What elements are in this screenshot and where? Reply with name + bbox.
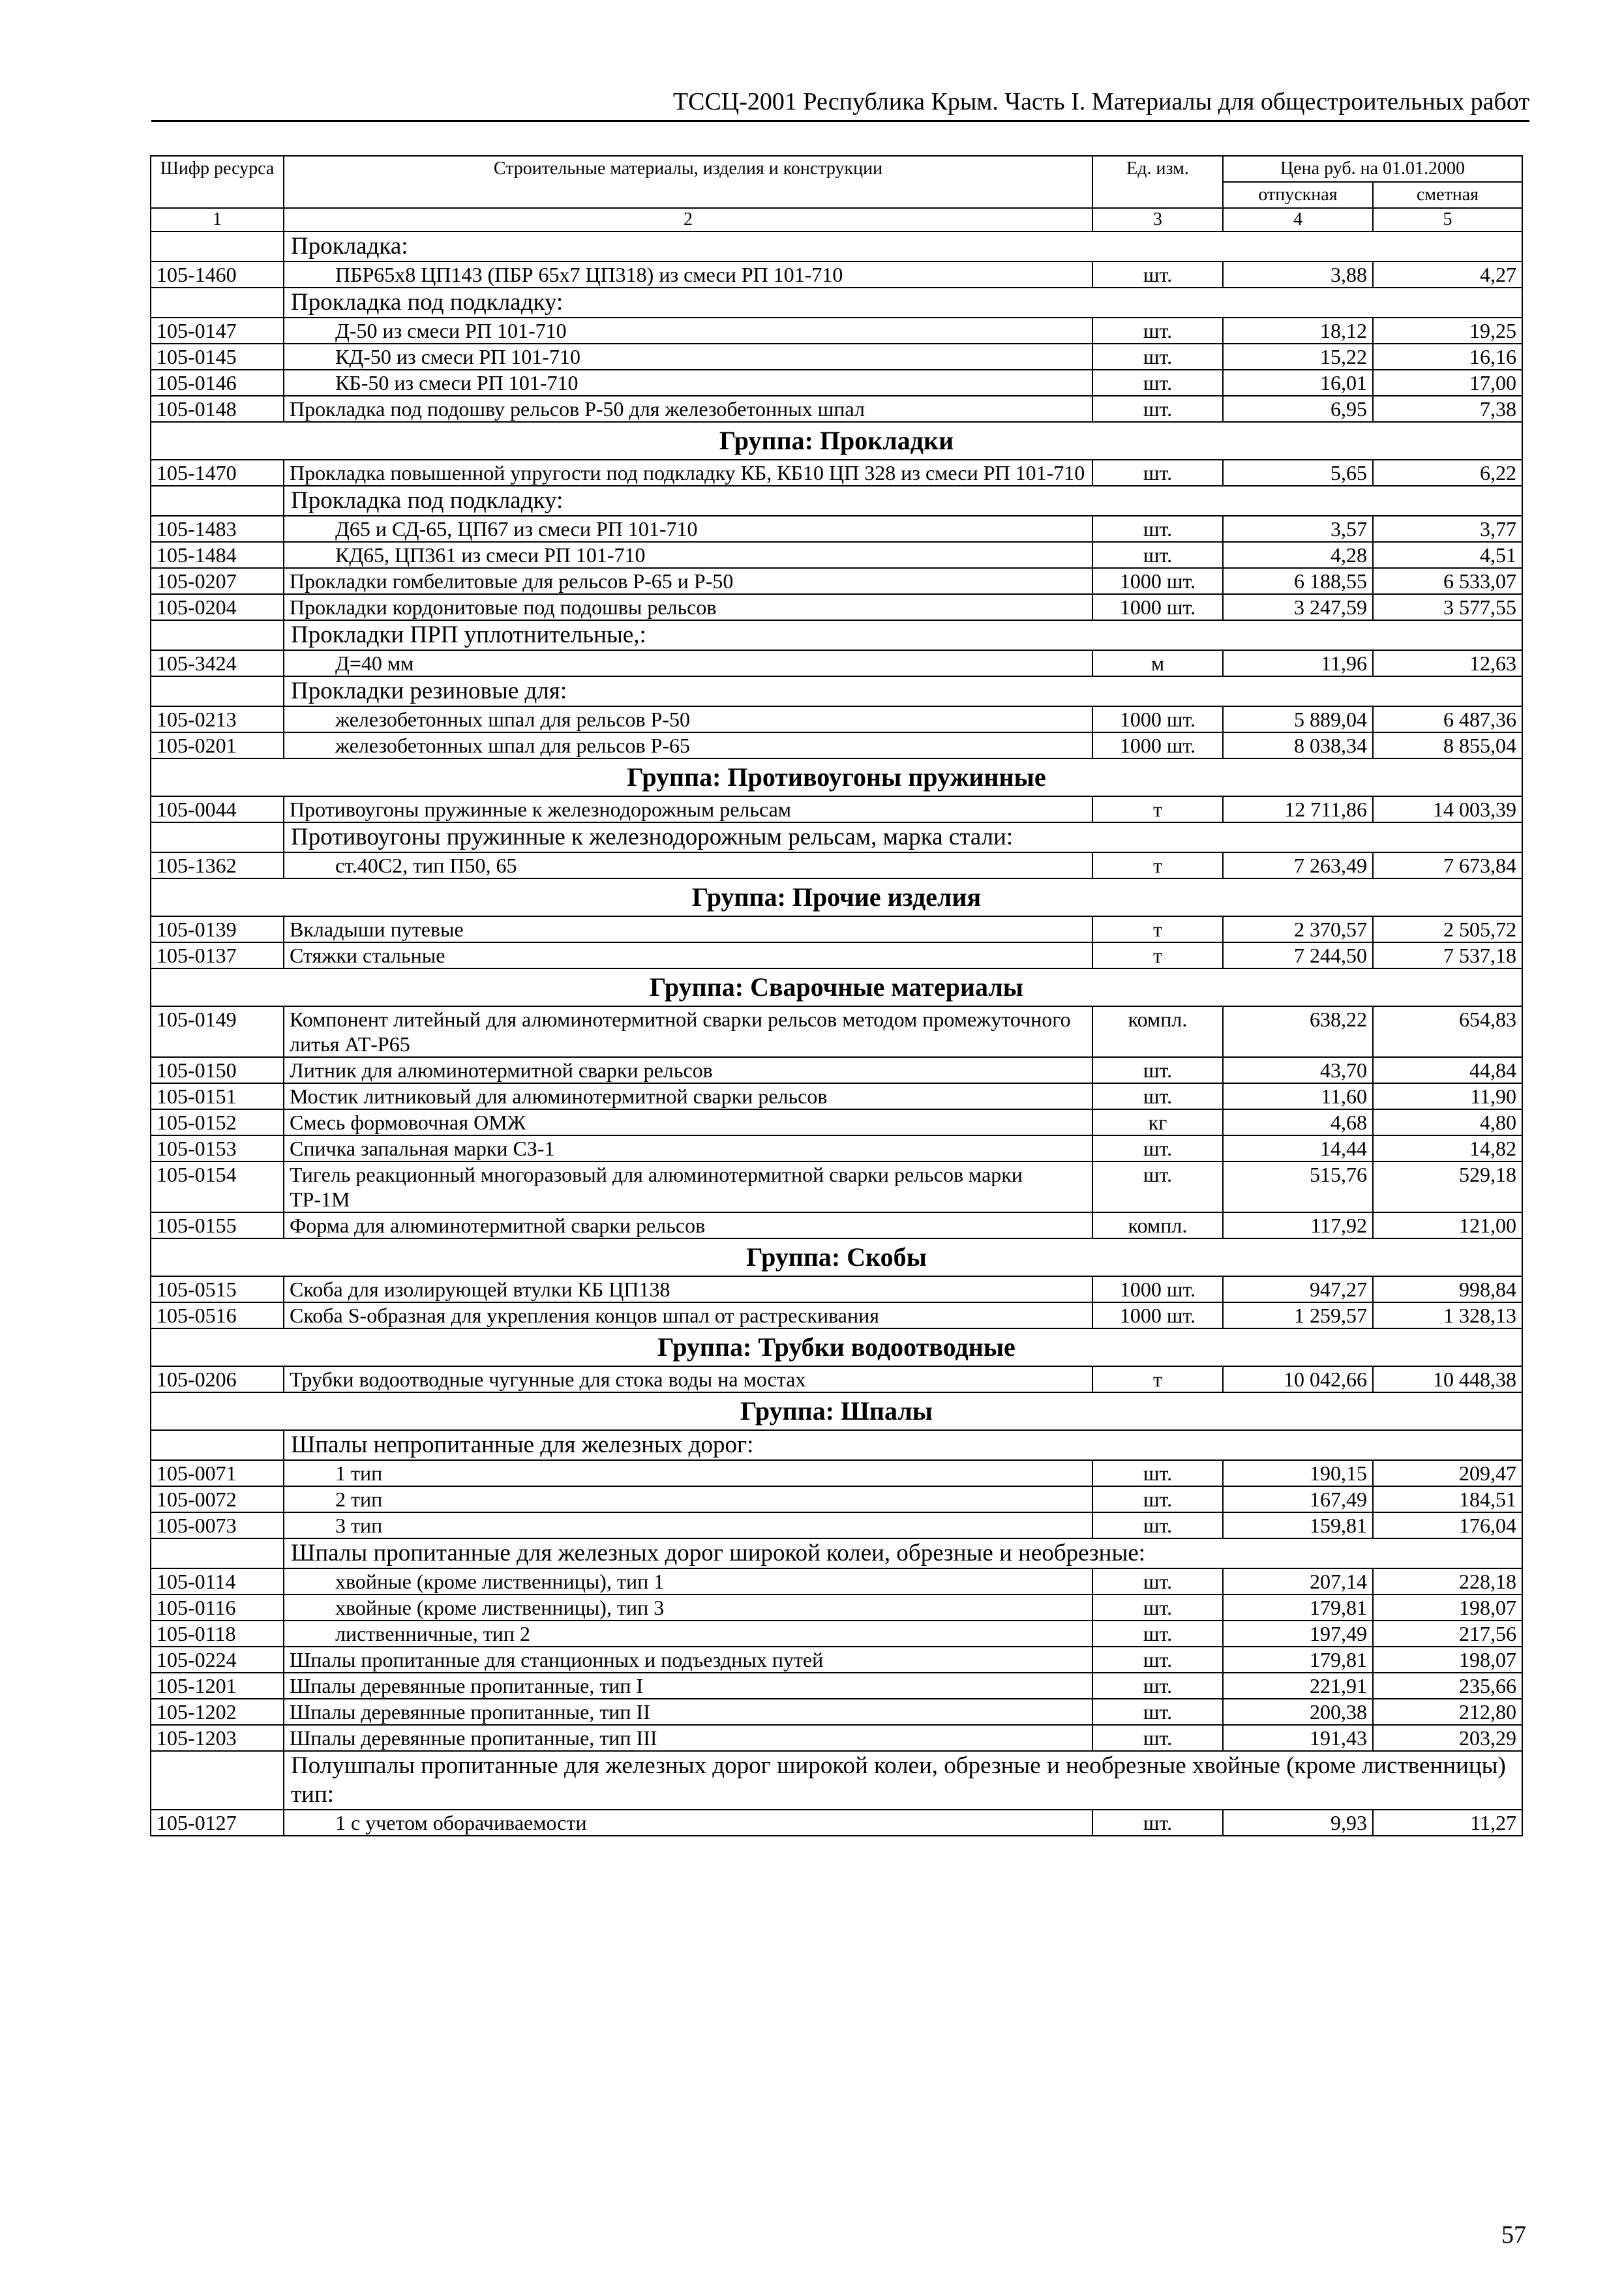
material-name: Форма для алюминотермитной сварки рельсов [284,1212,1092,1238]
material-name: Литник для алюминотермитной сварки рельсов [284,1057,1092,1083]
group-row [151,1238,1522,1276]
estimate-price: 11,90 [1373,1083,1522,1109]
header-code: Шифр ресурса [151,156,284,208]
estimate-price: 7 537,18 [1373,942,1522,968]
column-number: 4 [1223,208,1373,232]
resource-code: 105-0515 [151,1276,284,1302]
materials-price-table [150,155,1523,1836]
release-price: 18,12 [1223,318,1373,344]
resource-code: 105-0155 [151,1212,284,1238]
table-row [151,344,1522,370]
estimate-price: 4,27 [1373,262,1522,288]
release-price: 159,81 [1223,1512,1373,1538]
header-estimate-price: сметная [1373,182,1522,208]
header-unit: Ед. изм. [1092,156,1223,208]
unit-of-measure: т [1092,796,1223,822]
table-row [151,1135,1522,1161]
estimate-price: 1 328,13 [1373,1302,1522,1328]
resource-code: 105-1362 [151,852,284,878]
unit-of-measure: шт. [1092,542,1223,568]
resource-code: 105-0071 [151,1460,284,1486]
estimate-price: 19,25 [1373,318,1522,344]
estimate-price: 529,18 [1373,1161,1522,1212]
resource-code: 105-0224 [151,1647,284,1673]
unit-of-measure: шт. [1092,1135,1223,1161]
table-row [151,706,1522,732]
unit-of-measure: м [1092,650,1223,676]
subgroup-row [151,232,1522,262]
material-name: Трубки водоотводные чугунные для стока воды на мостах [284,1366,1092,1392]
release-price: 221,91 [1223,1673,1373,1699]
material-name: Прокладка повышенной упругости под подкладку КБ, КБ10 ЦП 328 из смеси РП 101-710 [284,460,1092,486]
estimate-price: 203,29 [1373,1725,1522,1751]
unit-of-measure: шт. [1092,370,1223,396]
estimate-price: 198,07 [1373,1647,1522,1673]
table-row [151,516,1522,542]
table-row [151,460,1522,486]
unit-of-measure: т [1092,942,1223,968]
table-row [151,1083,1522,1109]
unit-of-measure: шт. [1092,1810,1223,1836]
group-title: Группа: Прокладки [151,422,1522,460]
table-row [151,1212,1522,1238]
table-row [151,1568,1522,1594]
table-row [151,1302,1522,1328]
release-price: 11,60 [1223,1083,1373,1109]
table-row [151,262,1522,288]
release-price: 8 038,34 [1223,732,1373,758]
unit-of-measure: шт. [1092,1594,1223,1621]
column-number: 2 [284,208,1092,232]
subgroup-row [151,1430,1522,1460]
release-price: 1 259,57 [1223,1302,1373,1328]
resource-code: 105-1470 [151,460,284,486]
table-body [151,232,1522,1836]
material-name: Д=40 мм [284,650,1092,676]
table-row [151,1006,1522,1057]
material-name: 3 тип [284,1512,1092,1538]
group-title: Группа: Скобы [151,1238,1522,1276]
estimate-price: 11,27 [1373,1810,1522,1836]
estimate-price: 16,16 [1373,344,1522,370]
unit-of-measure: т [1092,1366,1223,1392]
material-name: Противоугоны пружинные к железнодорожным рельсам [284,796,1092,822]
estimate-price: 7,38 [1373,396,1522,422]
estimate-price: 3,77 [1373,516,1522,542]
table-row [151,396,1522,422]
resource-code: 105-0149 [151,1006,284,1057]
subgroup-row [151,822,1522,852]
release-price: 6,95 [1223,396,1373,422]
unit-of-measure: компл. [1092,1006,1223,1057]
column-numbers-row [151,208,1522,232]
release-price: 207,14 [1223,1568,1373,1594]
material-name: КД-50 из смеси РП 101-710 [284,344,1092,370]
release-price: 7 263,49 [1223,852,1373,878]
table-head [151,156,1522,232]
estimate-price: 198,07 [1373,1594,1522,1621]
estimate-price: 17,00 [1373,370,1522,396]
resource-code: 105-0207 [151,568,284,594]
group-title: Группа: Противоугоны пружинные [151,758,1522,796]
subgroup-title: Прокладки ПРП уплотнительные,: [284,620,1522,650]
release-price: 515,76 [1223,1161,1373,1212]
unit-of-measure: 1000 шт. [1092,568,1223,594]
table-row [151,1512,1522,1538]
estimate-price: 209,47 [1373,1460,1522,1486]
table-row [151,1276,1522,1302]
resource-code: 105-1202 [151,1699,284,1725]
table-row [151,796,1522,822]
release-price: 7 244,50 [1223,942,1373,968]
table-row [151,942,1522,968]
material-name: хвойные (кроме лиственницы), тип 1 [284,1568,1092,1594]
group-row [151,1328,1522,1366]
estimate-price: 176,04 [1373,1512,1522,1538]
estimate-price: 228,18 [1373,1568,1522,1594]
resource-code: 105-0147 [151,318,284,344]
resource-code: 105-0148 [151,396,284,422]
release-price: 3,57 [1223,516,1373,542]
release-price: 3,88 [1223,262,1373,288]
resource-code: 105-0151 [151,1083,284,1109]
unit-of-measure: шт. [1092,1512,1223,1538]
estimate-price: 184,51 [1373,1486,1522,1512]
estimate-price: 12,63 [1373,650,1522,676]
estimate-price: 14 003,39 [1373,796,1522,822]
unit-of-measure: шт. [1092,1725,1223,1751]
header-release-price: отпускная [1223,182,1373,208]
material-name: Шпалы деревянные пропитанные, тип III [284,1725,1092,1751]
unit-of-measure: 1000 шт. [1092,594,1223,620]
column-number: 1 [151,208,284,232]
release-price: 14,44 [1223,1135,1373,1161]
unit-of-measure: шт. [1092,1647,1223,1673]
resource-code: 105-0213 [151,706,284,732]
table-row [151,1486,1522,1512]
resource-code: 105-0072 [151,1486,284,1512]
release-price: 197,49 [1223,1621,1373,1647]
subgroup-row [151,288,1522,318]
table-row [151,1699,1522,1725]
release-price: 3 247,59 [1223,594,1373,620]
unit-of-measure: 1000 шт. [1092,706,1223,732]
resource-code: 105-1460 [151,262,284,288]
group-row [151,878,1522,916]
estimate-price: 6 487,36 [1373,706,1522,732]
unit-of-measure: компл. [1092,1212,1223,1238]
page-header-title: ТССЦ-2001 Республика Крым. Часть I. Материалы для общестроительных работ [672,88,1529,115]
table-row [151,542,1522,568]
table-row [151,650,1522,676]
page-header [151,83,1529,122]
release-price: 6 188,55 [1223,568,1373,594]
resource-code [151,620,284,650]
release-price: 4,68 [1223,1109,1373,1135]
table-row [151,1161,1522,1212]
release-price: 947,27 [1223,1276,1373,1302]
estimate-price: 14,82 [1373,1135,1522,1161]
resource-code: 105-0516 [151,1302,284,1328]
estimate-price: 212,80 [1373,1699,1522,1725]
unit-of-measure: шт. [1092,1460,1223,1486]
material-name: Тигель реакционный многоразовый для алюминотермитной сварки рельсов марки ТР-1М [284,1161,1092,1212]
estimate-price: 4,80 [1373,1109,1522,1135]
resource-code [151,1538,284,1568]
release-price: 5,65 [1223,460,1373,486]
estimate-price: 3 577,55 [1373,594,1522,620]
estimate-price: 121,00 [1373,1212,1522,1238]
release-price: 4,28 [1223,542,1373,568]
material-name: Прокладки кордонитовые под подошвы рельсов [284,594,1092,620]
resource-code: 105-0139 [151,916,284,942]
material-name: Шпалы деревянные пропитанные, тип II [284,1699,1092,1725]
release-price: 15,22 [1223,344,1373,370]
resource-code: 105-0204 [151,594,284,620]
resource-code: 105-1201 [151,1673,284,1699]
table-row [151,1057,1522,1083]
estimate-price: 44,84 [1373,1057,1522,1083]
material-name: Компонент литейный для алюминотермитной сварки рельсов методом промежуточного литья АТ-Р65 [284,1006,1092,1057]
resource-code [151,676,284,706]
resource-code: 105-0044 [151,796,284,822]
resource-code: 105-0137 [151,942,284,968]
resource-code: 105-1203 [151,1725,284,1751]
group-title: Группа: Сварочные материалы [151,968,1522,1006]
table-row [151,1109,1522,1135]
table-row [151,1366,1522,1392]
resource-code: 105-1483 [151,516,284,542]
estimate-price: 235,66 [1373,1673,1522,1699]
material-name: Д-50 из смеси РП 101-710 [284,318,1092,344]
material-name: ПБР65х8 ЦП143 (ПБР 65х7 ЦП318) из смеси РП 101-710 [284,262,1092,288]
release-price: 9,93 [1223,1810,1373,1836]
unit-of-measure: шт. [1092,460,1223,486]
group-title: Группа: Трубки водоотводные [151,1328,1522,1366]
resource-code: 105-0127 [151,1810,284,1836]
unit-of-measure: шт. [1092,396,1223,422]
unit-of-measure: шт. [1092,1083,1223,1109]
resource-code: 105-0152 [151,1109,284,1135]
material-name: КД65, ЦП361 из смеси РП 101-710 [284,542,1092,568]
estimate-price: 6,22 [1373,460,1522,486]
subgroup-title: Шпалы пропитанные для железных дорог широкой колеи, обрезные и необрезные: [284,1538,1522,1568]
release-price: 179,81 [1223,1647,1373,1673]
release-price: 12 711,86 [1223,796,1373,822]
column-number: 3 [1092,208,1223,232]
material-name: Скоба S-образная для укрепления концов шпал от растрескивания [284,1302,1092,1328]
subgroup-title: Прокладка под подкладку: [284,486,1522,516]
material-name: лиственничные, тип 2 [284,1621,1092,1647]
group-row [151,758,1522,796]
material-name: Стяжки стальные [284,942,1092,968]
group-title: Группа: Прочие изделия [151,878,1522,916]
table-row [151,916,1522,942]
resource-code: 105-0150 [151,1057,284,1083]
release-price: 190,15 [1223,1460,1373,1486]
material-name: ст.40С2, тип П50, 65 [284,852,1092,878]
material-name: 1 с учетом оборачиваемости [284,1810,1092,1836]
resource-code: 105-3424 [151,650,284,676]
subgroup-title: Шпалы непропитанные для железных дорог: [284,1430,1522,1460]
unit-of-measure: шт. [1092,1161,1223,1212]
resource-code [151,232,284,262]
estimate-price: 6 533,07 [1373,568,1522,594]
release-price: 10 042,66 [1223,1366,1373,1392]
release-price: 191,43 [1223,1725,1373,1751]
material-name: Спичка запальная марки СЗ-1 [284,1135,1092,1161]
estimate-price: 8 855,04 [1373,732,1522,758]
unit-of-measure: шт. [1092,318,1223,344]
material-name: 1 тип [284,1460,1092,1486]
unit-of-measure: шт. [1092,1486,1223,1512]
table-row [151,1594,1522,1621]
resource-code: 105-0146 [151,370,284,396]
subgroup-title: Прокладка: [284,232,1522,262]
table-row [151,1725,1522,1751]
unit-of-measure: шт. [1092,516,1223,542]
material-name: Скоба для изолирующей втулки КБ ЦП138 [284,1276,1092,1302]
subgroup-row [151,1751,1522,1810]
page-number: 57 [1501,2221,1526,2249]
subgroup-title: Прокладки резиновые для: [284,676,1522,706]
table-row [151,732,1522,758]
estimate-price: 654,83 [1373,1006,1522,1057]
estimate-price: 217,56 [1373,1621,1522,1647]
table-row [151,1621,1522,1647]
group-row [151,1392,1522,1430]
release-price: 2 370,57 [1223,916,1373,942]
estimate-price: 7 673,84 [1373,852,1522,878]
release-price: 11,96 [1223,650,1373,676]
unit-of-measure: 1000 шт. [1092,732,1223,758]
resource-code [151,822,284,852]
material-name: Шпалы деревянные пропитанные, тип I [284,1673,1092,1699]
material-name: железобетонных шпал для рельсов Р-50 [284,706,1092,732]
release-price: 200,38 [1223,1699,1373,1725]
subgroup-title: Прокладка под подкладку: [284,288,1522,318]
unit-of-measure: шт. [1092,1699,1223,1725]
group-title: Группа: Шпалы [151,1392,1522,1430]
group-row [151,968,1522,1006]
resource-code: 105-0118 [151,1621,284,1647]
resource-code: 105-0145 [151,344,284,370]
unit-of-measure: шт. [1092,1673,1223,1699]
estimate-price: 998,84 [1373,1276,1522,1302]
table-row [151,594,1522,620]
material-name: хвойные (кроме лиственницы), тип 3 [284,1594,1092,1621]
estimate-price: 2 505,72 [1373,916,1522,942]
material-name: Прокладка под подошву рельсов Р-50 для железобетонных шпал [284,396,1092,422]
column-number: 5 [1373,208,1522,232]
header-price: Цена руб. на 01.01.2000 [1223,156,1522,182]
unit-of-measure: шт. [1092,1568,1223,1594]
release-price: 117,92 [1223,1212,1373,1238]
material-name: Мостик литниковый для алюминотермитной сварки рельсов [284,1083,1092,1109]
resource-code [151,288,284,318]
resource-code: 105-0201 [151,732,284,758]
table-row [151,852,1522,878]
resource-code: 105-1484 [151,542,284,568]
estimate-price: 10 448,38 [1373,1366,1522,1392]
material-name: Д65 и СД-65, ЦП67 из смеси РП 101-710 [284,516,1092,542]
unit-of-measure: 1000 шт. [1092,1276,1223,1302]
resource-code [151,1430,284,1460]
table-row [151,318,1522,344]
table-row [151,568,1522,594]
unit-of-measure: шт. [1092,1621,1223,1647]
resource-code: 105-0206 [151,1366,284,1392]
material-name: КБ-50 из смеси РП 101-710 [284,370,1092,396]
material-name: Вкладыши путевые [284,916,1092,942]
resource-code [151,1751,284,1810]
unit-of-measure: шт. [1092,344,1223,370]
material-name: 2 тип [284,1486,1092,1512]
material-name: железобетонных шпал для рельсов Р-65 [284,732,1092,758]
release-price: 5 889,04 [1223,706,1373,732]
release-price: 167,49 [1223,1486,1373,1512]
subgroup-title: Полушпалы пропитанные для железных дорог широкой колеи, обрезные и необрезные хвойные (кроме лиственницы) тип: [284,1751,1522,1810]
resource-code [151,486,284,516]
subgroup-row [151,676,1522,706]
table-row [151,1810,1522,1836]
resource-code: 105-0073 [151,1512,284,1538]
subgroup-row [151,620,1522,650]
release-price: 179,81 [1223,1594,1373,1621]
table-row [151,1460,1522,1486]
material-name: Смесь формовочная ОМЖ [284,1109,1092,1135]
release-price: 43,70 [1223,1057,1373,1083]
table-row [151,370,1522,396]
unit-of-measure: шт. [1092,1057,1223,1083]
estimate-price: 4,51 [1373,542,1522,568]
unit-of-measure: 1000 шт. [1092,1302,1223,1328]
resource-code: 105-0114 [151,1568,284,1594]
unit-of-measure: шт. [1092,262,1223,288]
resource-code: 105-0153 [151,1135,284,1161]
subgroup-row [151,486,1522,516]
group-row [151,422,1522,460]
subgroup-title: Противоугоны пружинные к железнодорожным рельсам, марка стали: [284,822,1522,852]
table-row [151,1673,1522,1699]
unit-of-measure: т [1092,916,1223,942]
resource-code: 105-0116 [151,1594,284,1621]
unit-of-measure: кг [1092,1109,1223,1135]
header-name: Строительные материалы, изделия и конструкции [284,156,1092,208]
table-row [151,1647,1522,1673]
release-price: 638,22 [1223,1006,1373,1057]
resource-code: 105-0154 [151,1161,284,1212]
material-name: Прокладки гомбелитовые для рельсов Р-65 и Р-50 [284,568,1092,594]
unit-of-measure: т [1092,852,1223,878]
subgroup-row [151,1538,1522,1568]
material-name: Шпалы пропитанные для станционных и подъездных путей [284,1647,1092,1673]
release-price: 16,01 [1223,370,1373,396]
